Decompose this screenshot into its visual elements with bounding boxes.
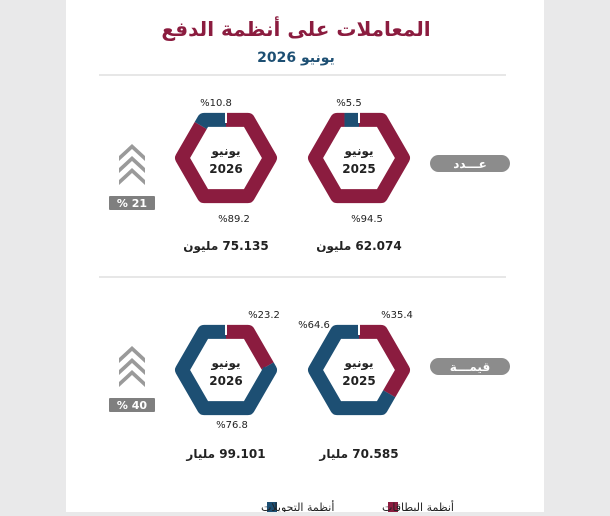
chart-title: المعاملات على أنظمة الدفع xyxy=(161,17,431,41)
slice-label-cards: %35.4 xyxy=(381,310,413,321)
slice-label-cards: %94.5 xyxy=(351,214,383,225)
chart-sections xyxy=(109,98,510,461)
period-label-month: يونيو xyxy=(344,144,374,158)
period-label-month: يونيو xyxy=(211,144,241,158)
growth-label: % 40 xyxy=(116,399,148,412)
growth-arrow-chevron xyxy=(119,168,145,185)
period-label-year: 2025 xyxy=(342,162,376,176)
metric-label: عـــدد xyxy=(453,157,487,171)
slice-label-transfers: %76.8 xyxy=(216,420,248,431)
legend-label-cards: أنظمة البطاقات xyxy=(382,501,454,512)
total-label: 99.101 مليار xyxy=(186,447,266,461)
slice-label-cards: %23.2 xyxy=(248,310,280,321)
legend xyxy=(261,500,454,512)
period-label-month: يونيو xyxy=(344,356,374,370)
period-label-year: 2025 xyxy=(342,374,376,388)
slice-label-transfers: %5.5 xyxy=(336,98,362,109)
period-label-year: 2026 xyxy=(209,162,243,176)
slice-cards xyxy=(182,120,270,196)
section-count xyxy=(109,98,510,254)
slice-label-cards: %89.2 xyxy=(218,214,250,225)
slice-transfers xyxy=(201,120,226,126)
legend-label-transfers: أنظمة التحويلات xyxy=(261,501,335,512)
slice-label-transfers: %64.6 xyxy=(298,320,330,331)
donut-2026 xyxy=(182,310,280,461)
growth-arrow-chevron xyxy=(119,370,145,387)
infographic-card xyxy=(66,0,544,512)
total-label: 75.135 مليون xyxy=(183,239,269,253)
slice-cards xyxy=(315,120,403,196)
donut-2026 xyxy=(182,98,270,254)
period-label-month: يونيو xyxy=(211,356,241,370)
total-label: 70.585 مليار xyxy=(319,447,399,461)
metric-label: قيمـــة xyxy=(449,360,491,374)
total-label: 62.074 مليون xyxy=(316,239,402,253)
period-label-year: 2026 xyxy=(209,374,243,388)
donut-2025 xyxy=(315,98,403,254)
section-value xyxy=(109,310,510,461)
slice-label-transfers: %10.8 xyxy=(200,98,232,109)
chart-subtitle: يونيو 2026 xyxy=(257,50,335,66)
payment-transactions-chart xyxy=(66,0,544,512)
donut-2025 xyxy=(298,310,413,461)
growth-label: % 21 xyxy=(116,197,148,210)
slice-transfers xyxy=(315,332,389,408)
